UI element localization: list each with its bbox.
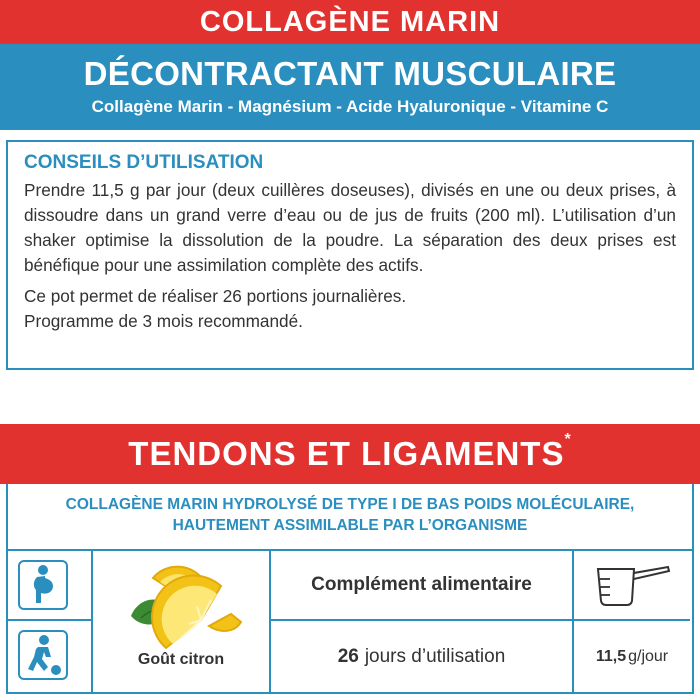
benefit-title: TENDONS ET LIGAMENTS* (128, 431, 572, 472)
days-label: jours d’utilisation (364, 645, 506, 667)
icons-cell (8, 551, 93, 692)
title-banner (0, 44, 700, 130)
supplement-label: Complément alimentaire (311, 574, 532, 595)
info-panel (6, 484, 694, 694)
supplement-cell (271, 551, 574, 692)
measuring-scoop-icon (594, 561, 674, 611)
brand-line: COLLAGÈNE MARIN (199, 5, 501, 38)
daily-dose (574, 621, 690, 692)
usage-days (271, 621, 572, 692)
portions-text: Ce pot permet de réaliser 26 portions journalières. (24, 286, 407, 306)
collagen-description: COLLAGÈNE MARIN HYDROLYSÉ DE TYPE I DE BAS POIDS MOLÉCULAIRE, HAUTEMENT ASSIMILABLE PAR L’ORGANISME (65, 496, 635, 534)
days-value: 26 (337, 645, 359, 667)
asterisk: * (564, 431, 572, 448)
sport-icon (18, 630, 68, 680)
lemon-image (111, 556, 251, 651)
ingredients-line: Collagène Marin - Magnésium - Acide Hyaluronique - Vitamine C (91, 97, 609, 116)
flavor-label: Goût citron (137, 651, 225, 668)
usage-text (24, 178, 676, 334)
benefit-banner (0, 424, 700, 484)
flavor-cell (93, 551, 271, 692)
brand-banner (0, 0, 700, 44)
dose-label: g/jour (628, 647, 669, 665)
product-title: DÉCONTRACTANT MUSCULAIRE (83, 55, 617, 92)
usage-paragraph: Prendre 11,5 g par jour (deux cuillères doseuses), divisés en une ou deux prises, à dissoudre dans un grand verre d’eau ou de jus de fruits (200 ml). L’utilisation d’un shaker optimise la dissolution de la poudre. La séparation des deux prises est bénéfique pour une assimilation complète des actifs. (24, 180, 676, 275)
usage-title: CONSEILS D’UTILISATION (24, 152, 264, 173)
program-text: Programme de 3 mois recommandé. (24, 311, 303, 331)
dose-cell (574, 551, 692, 692)
usage-section (6, 140, 694, 370)
pregnancy-icon (18, 560, 68, 610)
info-grid (8, 549, 692, 692)
dose-value: 11,5 (595, 647, 627, 665)
